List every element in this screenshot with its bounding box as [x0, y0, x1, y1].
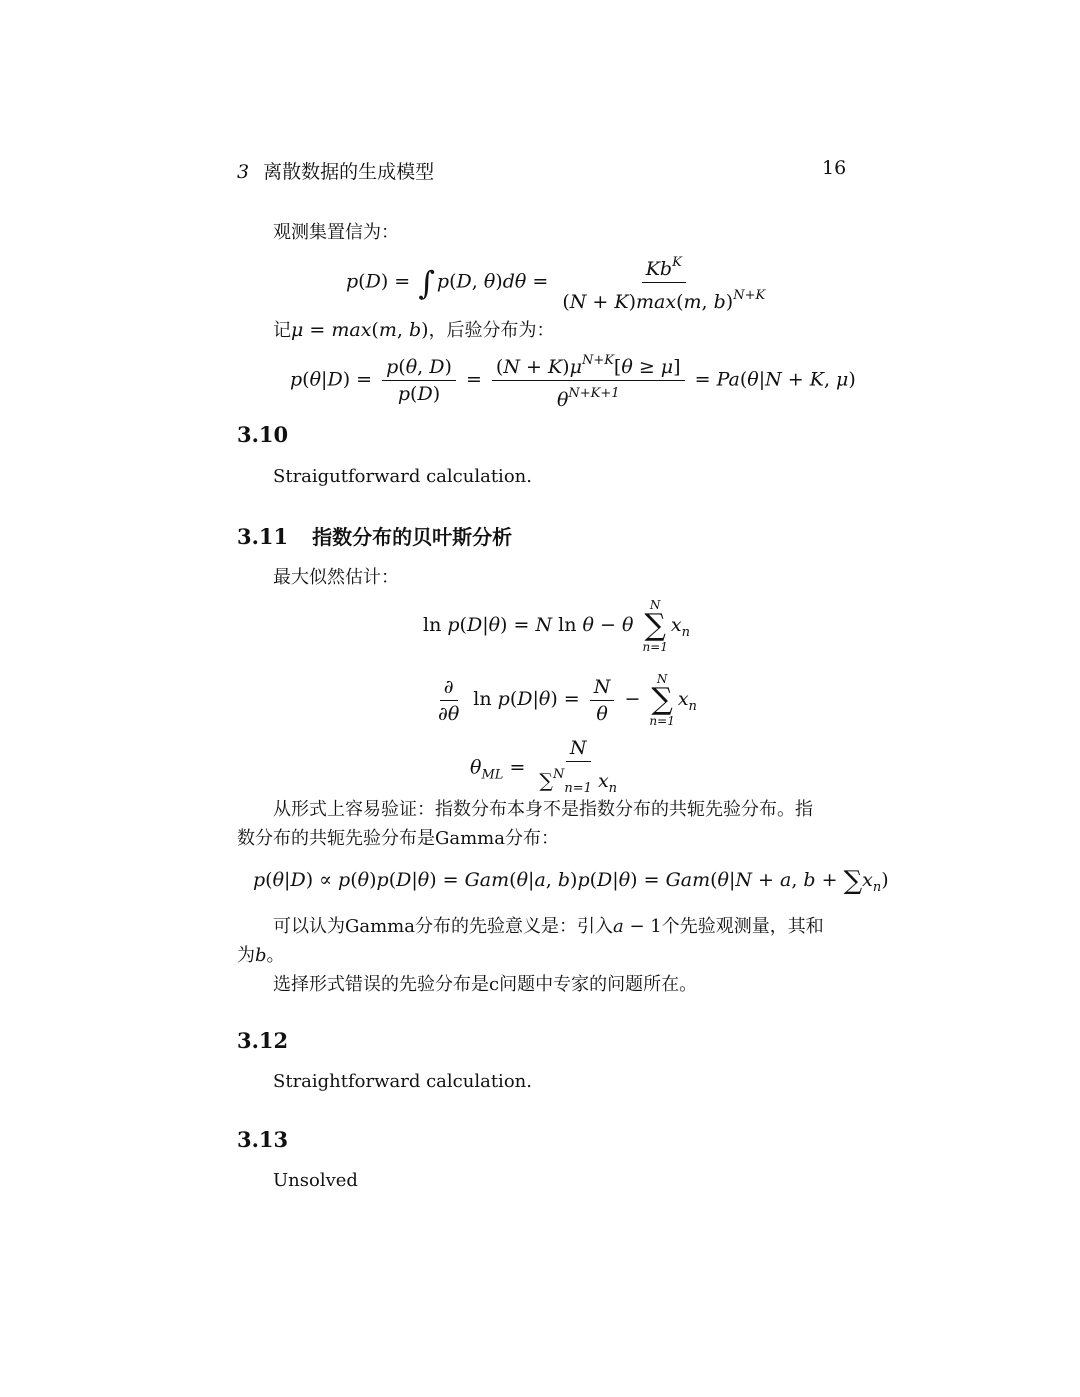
equation-evidence: p(D) = ∫ p(D, θ)dθ = $\frac{Kb^K}{(N + K)\max(m, b)^{N+K}}$ — [346, 252, 773, 313]
section-3-11-title: 指数分布的贝叶斯分析 — [312, 525, 513, 549]
posterior-label: 记μ = max(m, b)，后验分布为： — [273, 319, 555, 341]
section-3-10-heading: 3.10 — [237, 422, 289, 447]
prior-meaning-post: 个先验观测量，其和 — [661, 916, 824, 937]
equation-gamma-posterior: p(θ|D) ∝ p(θ)p(D|θ) = Gam(θ|a, b)p(D|θ) = Gam(θ|N + a, $b + \sum x_n$) — [253, 866, 889, 896]
posterior-label-post: ，后验分布为： — [428, 320, 555, 341]
conjugacy-para-line2: 数分布的共轭先验分布是Gamma分布： — [237, 828, 559, 849]
section-3-11-heading — [237, 521, 512, 550]
running-header — [237, 157, 434, 184]
posterior-label-pre: 记 — [273, 320, 291, 341]
mle-label: 最大似然估计： — [273, 567, 399, 588]
chapter-title: 离散数据的生成模型 — [263, 161, 435, 183]
section-3-13-heading: 3.13 — [237, 1127, 289, 1152]
section-3-12-text: Straightforward calculation. — [273, 1071, 532, 1092]
prior-meaning-line2-post: 。 — [266, 945, 285, 966]
section-3-13-text: Unsolved — [273, 1170, 358, 1191]
conjugacy-para-line1: 从形式上容易验证：指数分布本身不是指数分布的共轭先验分布。指 — [273, 799, 813, 820]
page-number: 16 — [822, 157, 847, 179]
section-3-10-text: Straigutforward calculation. — [273, 466, 532, 487]
obs-label: 观测集置信为： — [273, 222, 399, 243]
prior-meaning-line2: 为b。 — [237, 945, 285, 966]
equation-posterior: p(θ|D) = $\frac{p(\theta, D)}{p(D)}$ = $\frac{(N + K)\mu^{N+K}[\theta \ge \mu]}{\theta^{N+K+1}}$ = Pa(θ|N + K, μ) — [290, 350, 856, 411]
equation-loglik: ln p(D|θ) = N ln θ − θ N ∑ n=1 $x_n$ — [423, 598, 690, 654]
section-3-11-number: 3.11 — [237, 524, 289, 549]
prior-meaning-pre: 可以认为Gamma分布的先验意义是：引入 — [273, 916, 613, 937]
equation-theta-ml: $\theta_{ML}$ = $\frac{N}{\sum^N_{n=1} x_n}$ — [470, 737, 618, 796]
wrong-prior-para: 选择形式错误的先验分布是c问题中专家的问题所在。 — [273, 974, 698, 995]
prior-meaning-line2-pre: 为 — [237, 945, 255, 966]
equation-derivative: $\frac{\partial}{\partial\theta}$ ln p(D|θ) = $\frac{N}{\theta}$ − N ∑ n=1 $x_n$ — [438, 672, 697, 728]
section-3-12-heading: 3.12 — [237, 1028, 289, 1053]
prior-meaning-line1: 可以认为Gamma分布的先验意义是：引入a − 1个先验观测量，其和 — [273, 916, 824, 937]
chapter-number: 3 — [237, 161, 250, 183]
